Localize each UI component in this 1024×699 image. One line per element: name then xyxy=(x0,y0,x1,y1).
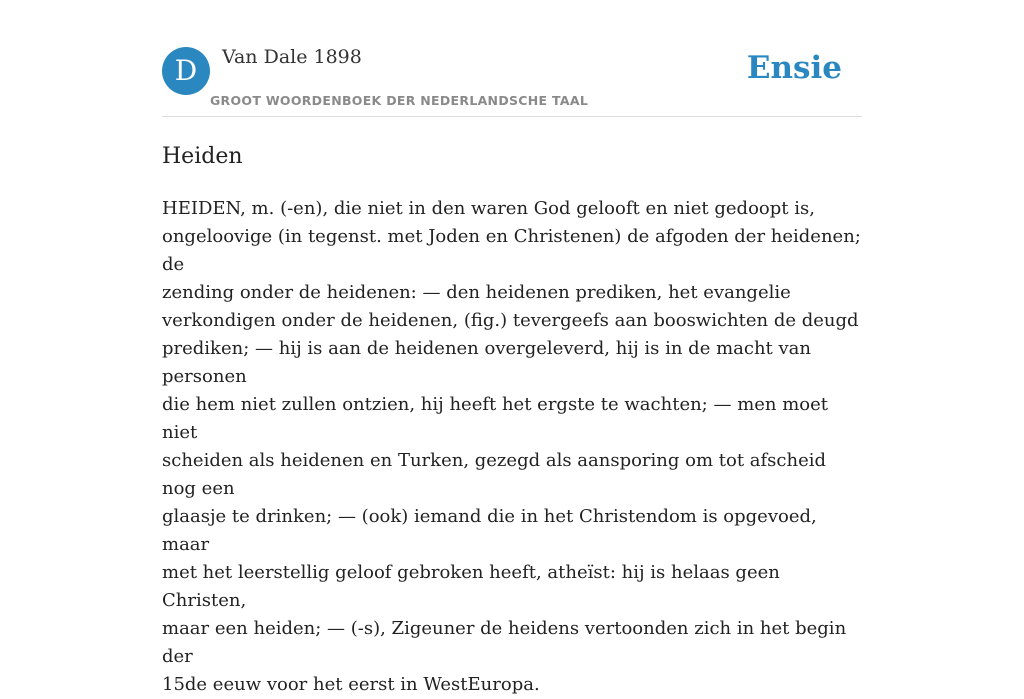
definition-line: met het leerstellig geloof gebroken heeft, atheïst: hij is helaas geen Christen, xyxy=(162,562,780,611)
definition-line: scheiden als heidenen en Turken, gezegd als aansporing om tot afscheid nog een xyxy=(162,450,827,499)
ensie-logo[interactable]: Ensie xyxy=(746,50,842,86)
source-header xyxy=(162,40,862,117)
definition-line: ongeloovige (in tegenst. met Joden en Christenen) de afgoden der heidenen; de xyxy=(162,226,861,275)
definition-line: verkondigen onder de heidenen, (fig.) tevergeefs aan booswichten de deugd xyxy=(162,310,859,331)
definition-line: glaasje te drinken; — (ook) iemand die in het Christendom is opgevoed, maar xyxy=(162,506,817,555)
source-subtitle: GROOT WOORDENBOEK DER NEDERLANDSCHE TAAL xyxy=(210,93,589,108)
source-avatar[interactable]: D xyxy=(162,47,210,95)
definition-line: maar een heiden; — (-s), Zigeuner de heidens vertoonden zich in het begin der xyxy=(162,618,847,667)
source-title[interactable]: Van Dale 1898 xyxy=(222,46,362,68)
entry-definition xyxy=(162,195,862,699)
definition-line: prediken; — hij is aan de heidenen overgeleverd, hij is in de macht van personen xyxy=(162,338,811,387)
definition-line: zending onder de heidenen: — den heidenen prediken, het evangelie xyxy=(162,282,791,303)
entry-headword: Heiden xyxy=(162,144,243,169)
definition-line: 15de eeuw voor het eerst in WestEuropa. xyxy=(162,674,540,695)
dictionary-card xyxy=(162,40,862,699)
definition-line: HEIDEN, m. (-en), die niet in den waren God gelooft en niet gedoopt is, xyxy=(162,198,815,219)
definition-line: die hem niet zullen ontzien, hij heeft het ergste te wachten; — men moet niet xyxy=(162,394,829,443)
